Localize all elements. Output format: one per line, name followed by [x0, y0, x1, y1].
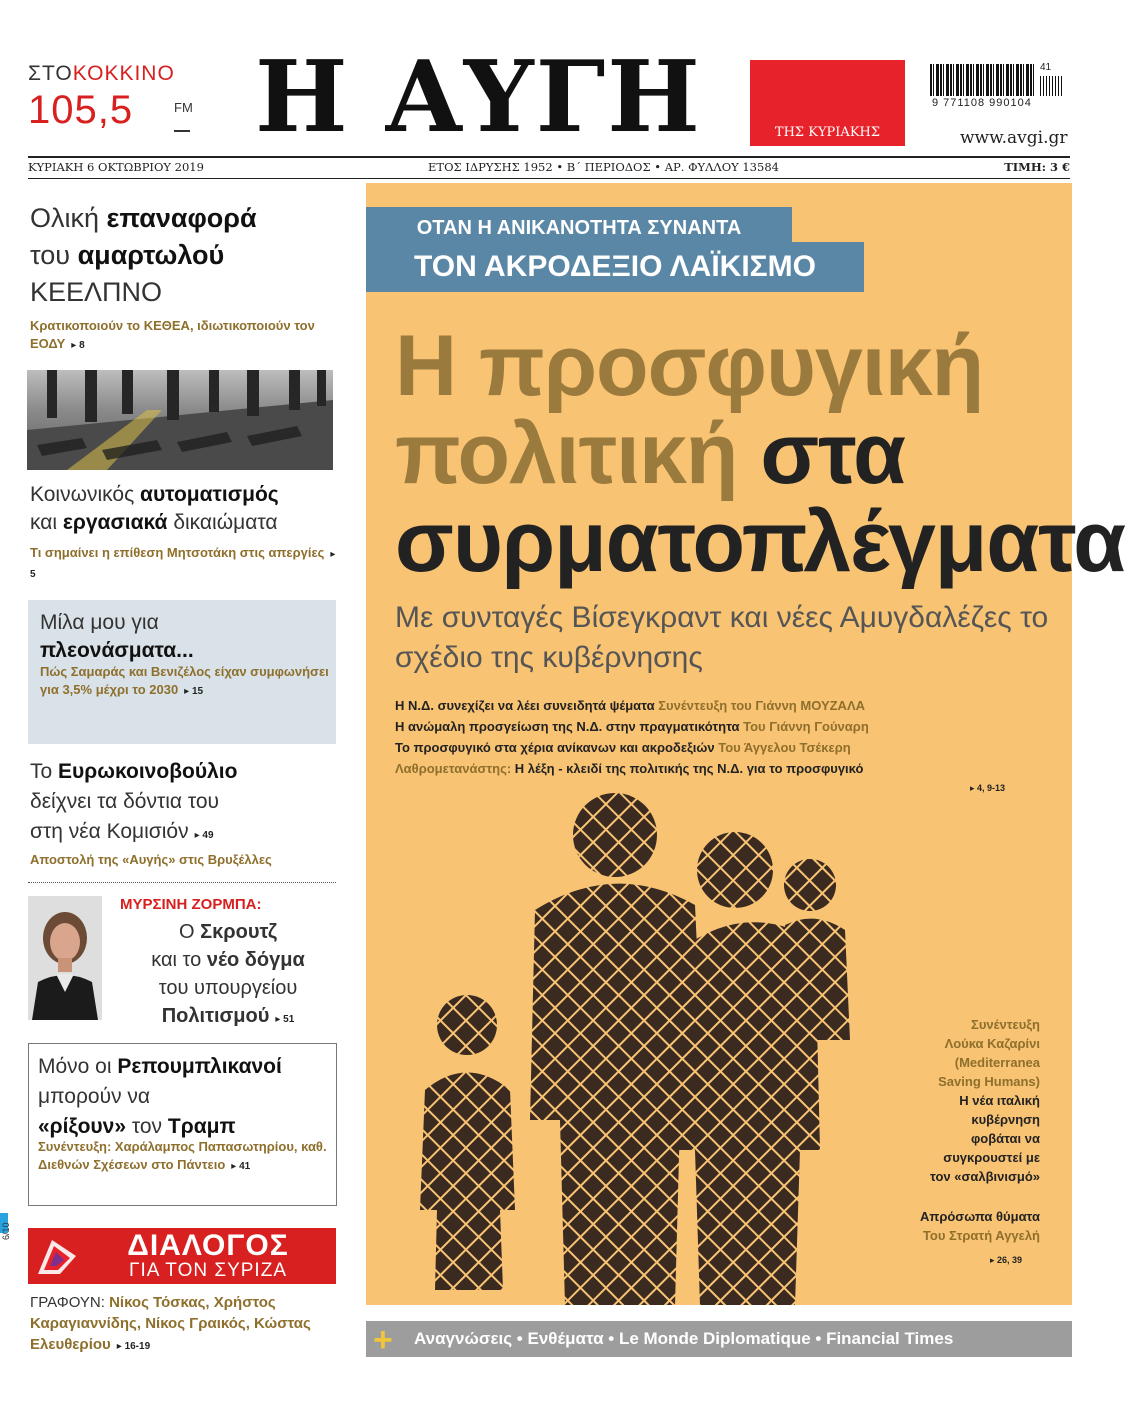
divider	[28, 156, 1070, 158]
page-ref: ▸ 8	[71, 340, 85, 351]
story-europarliament-title[interactable]	[30, 757, 340, 851]
syriza-logo-icon	[36, 1236, 78, 1276]
headline-part: συρματοπλέγματα	[395, 494, 1126, 590]
title-part: Μίλα μου για	[40, 611, 159, 634]
barcode-issue: 41	[1040, 62, 1052, 73]
refugee-family-fence-illustration[interactable]	[415, 790, 855, 1305]
story-scrooge-title[interactable]	[118, 918, 338, 1034]
barcode-addon-icon	[1040, 76, 1062, 96]
feature-kicker-2: ΤΟΝ ΑΚΡΟΔΕΞΙΟ ΛΑΪΚΙΣΜΟ	[366, 242, 864, 292]
story-trump-sub[interactable]	[38, 1138, 333, 1176]
story-keelpno-sub[interactable]	[30, 317, 340, 355]
title-part: Σκρουτζ	[200, 921, 278, 943]
title-part: του υπουργείου	[158, 977, 298, 999]
author-name: ΜΥΡΣΙΝΗ ΖΟΡΜΠΑ:	[120, 896, 262, 913]
page-ref: ▸ 41	[231, 1161, 251, 1172]
dialogos-title: ΔΙΑΛΟΓΟΣ	[127, 1229, 289, 1262]
title-part: ΚΕΕΛΠΝΟ	[30, 277, 163, 307]
title-part: επαναφορά	[106, 203, 257, 233]
feature-subhead: Με συνταγές Βίσεγκραντ και νέες Αμυγδαλέζες το σχέδιο της κυβέρνησης	[395, 601, 1049, 674]
bullet-text: Η ανώμαλη προσγείωση της Ν.Δ. στην πραγματικότητα	[395, 719, 744, 734]
subtitle: Πώς Σαμαράς και Βενιζέλος είχαν συμφωνήσει για 3,5% μέχρι το 2030	[40, 664, 329, 697]
bullet-byline: Συνέντευξη του Γιάννη ΜΟΥΖΑΛΑ	[658, 698, 865, 713]
headline-part: πολιτική	[395, 406, 738, 502]
page-ref: ▸ 4, 9-13	[970, 783, 1006, 793]
title-part: Κοινωνικός	[30, 483, 141, 506]
story-trump-title[interactable]	[38, 1052, 333, 1142]
bullet-text: Η λέξη - κλειδί της πολιτικής της Ν.Δ. για το προσφυγικό	[511, 761, 864, 776]
writers-label: ΓΡΑΦΟΥΝ:	[30, 1294, 110, 1311]
plus-icon: +	[373, 1321, 393, 1359]
dialogos-subtitle: ΓΙΑ ΤΟΝ ΣΥΡΙΖΑ	[129, 1260, 287, 1281]
side-line: (Mediterranea	[954, 1055, 1040, 1070]
title-part: Ο	[178, 921, 201, 943]
title-part: του	[30, 240, 78, 270]
title-part: Ευρωκοινοβούλιο	[58, 760, 238, 783]
title-part: Πολιτισμού	[161, 1005, 270, 1027]
edition-label: ΤΗΣ ΚΥΡΙΑΚΗΣ	[774, 125, 881, 140]
dialogos-banner[interactable]	[28, 1228, 336, 1284]
edition-box	[750, 60, 905, 146]
radio-fm-label: FM	[174, 100, 193, 115]
title-part: και το	[151, 949, 207, 971]
side-line: τον «σαλβινισμό»	[930, 1169, 1040, 1184]
feature-bullet[interactable]	[395, 737, 1055, 758]
subtitle: Τι σημαίνει η επίθεση Μητσοτάκη στις απεργίες	[30, 545, 325, 560]
feature-bullet[interactable]	[395, 716, 1055, 737]
radio-dash	[174, 130, 190, 132]
title-part: δείχνει τα δόντια του	[30, 790, 220, 813]
side-line: φοβάται να	[970, 1131, 1040, 1146]
title-part: Τραμπ	[167, 1115, 236, 1138]
radio-ad[interactable]	[28, 62, 198, 133]
side-line: Του Στρατή Αγγελή	[922, 1228, 1040, 1243]
bullet-text: Το προσφυγικό στα χέρια ανίκανων και ακροδεξιών	[395, 740, 719, 755]
page-ref: ▸ 51	[275, 1014, 295, 1025]
divider	[28, 882, 336, 883]
title-part: δικαιώματα	[167, 511, 278, 534]
bullet-byline: Λαθρομετανάστης:	[395, 761, 512, 776]
radio-frequency: 105,5	[28, 88, 134, 132]
strike-photo[interactable]	[27, 370, 333, 470]
headline-part: Η προσφυγική	[395, 318, 984, 414]
page-ref: ▸ 16-19	[116, 1341, 151, 1352]
side-line: Συνέντευξη	[971, 1017, 1040, 1032]
page-ref: ▸ 26, 39	[990, 1255, 1023, 1265]
bullet-byline: Του Άγγελου Τσέκερη	[718, 740, 851, 755]
feature-side-interview[interactable]	[860, 1015, 1040, 1186]
subtitle: Κρατικοποιούν το ΚΕΘΕΑ, ιδιωτικοποιούν τον ΕΟΔΥ	[30, 318, 315, 351]
page-ref: ▸ 15	[184, 686, 204, 697]
divider	[28, 178, 1070, 179]
title-part: αμαρτωλού	[77, 240, 225, 270]
page-ref: ▸ 49	[194, 830, 214, 841]
story-strikes-title[interactable]	[30, 481, 340, 537]
barcode-number: 9 771108 990104	[932, 97, 1032, 109]
title-part: Ρεπουμπλικανοί	[117, 1055, 282, 1078]
dialogos-writers[interactable]	[30, 1292, 340, 1357]
feature-bullet[interactable]	[395, 695, 1055, 716]
title-part: στη νέα Κομισιόν	[30, 820, 189, 843]
feature-bullet[interactable]	[395, 758, 1055, 779]
site-link[interactable]: www.avgi.gr	[960, 128, 1068, 148]
issue-price: ΤΙΜΗ: 3 €	[1004, 160, 1070, 174]
story-keelpno-title[interactable]	[30, 200, 340, 311]
side-line: Απρόσωπα θύματα	[919, 1209, 1040, 1224]
side-line: Saving Humans)	[938, 1074, 1040, 1089]
feature-kicker-1: ΟΤΑΝ Η ΑΝΙΚΑΝΟΤΗΤΑ ΣΥΝΑΝΤΑ	[366, 207, 792, 249]
feature-side-faceless[interactable]	[860, 1207, 1040, 1245]
title-part: και	[30, 511, 63, 534]
story-strikes-sub[interactable]	[30, 544, 340, 584]
bullet-text: Η Ν.Δ. συνεχίζει να λέει συνειδητά ψέματα	[395, 698, 659, 713]
side-line: συγκρουστεί με	[943, 1150, 1040, 1165]
story-surplus-title[interactable]	[40, 609, 330, 665]
story-europarliament-sub[interactable]: Αποστολή της «Αυγής» στις Βρυξέλλες	[30, 852, 272, 867]
title-part: Ολική	[30, 203, 107, 233]
issue-date: ΚΥΡΙΑΚΗ 6 ΟΚΤΩΒΡΙΟΥ 2019	[28, 160, 204, 174]
newspaper-logo[interactable]: Η ΑΥΓΗ	[255, 40, 702, 155]
writers-names: Νίκος Τόσκας, Χρήστος Καραγιαννίδης, Νίκος Γραικός, Κώστας Ελευθερίου	[30, 1294, 311, 1353]
title-part: μπορούν να	[38, 1085, 151, 1108]
title-part: Το	[30, 760, 59, 783]
title-part: πλεονάσματα...	[40, 639, 194, 662]
title-part: νέο δόγμα	[206, 949, 305, 971]
supplements-list[interactable]: Αναγνώσεις • Ενθέματα • Le Monde Diplomatique • Financial Times	[414, 1329, 954, 1348]
title-part: τον	[126, 1115, 168, 1138]
title-part: εργασιακά	[62, 511, 168, 534]
side-date: 6/10	[1, 1222, 11, 1240]
title-part: αυτοματισμός	[140, 483, 279, 506]
author-portrait[interactable]	[28, 896, 102, 1020]
title-part: Μόνο οι	[38, 1055, 118, 1078]
title-part: «ρίξουν»	[38, 1115, 127, 1138]
side-line: Λούκα Καζαρίνι	[944, 1036, 1040, 1051]
radio-name: ΣΤΟΚΟΚΚΙΝΟ	[28, 62, 175, 85]
side-line: Η νέα ιταλική	[959, 1093, 1040, 1108]
subtitle: Συνέντευξη: Χαράλαμπος Παπασωτηρίου, καθ. Διεθνών Σχέσεων στο Πάντειο	[38, 1139, 327, 1172]
barcode-icon	[930, 64, 1034, 96]
issue-info: ΕΤΟΣ ΙΔΡΥΣΗΣ 1952 • Β΄ ΠΕΡΙΟΔΟΣ • ΑΡ. ΦΥΛΛΟΥ 13584	[428, 160, 779, 174]
story-surplus-sub[interactable]	[40, 663, 330, 701]
side-line: κυβέρνηση	[971, 1112, 1040, 1127]
feature-headline[interactable]	[395, 318, 1126, 590]
headline-part: στα	[737, 406, 906, 502]
bullet-byline: Του Γιάννη Γούναρη	[743, 719, 869, 734]
page-ref: ▸ 5	[30, 549, 336, 580]
